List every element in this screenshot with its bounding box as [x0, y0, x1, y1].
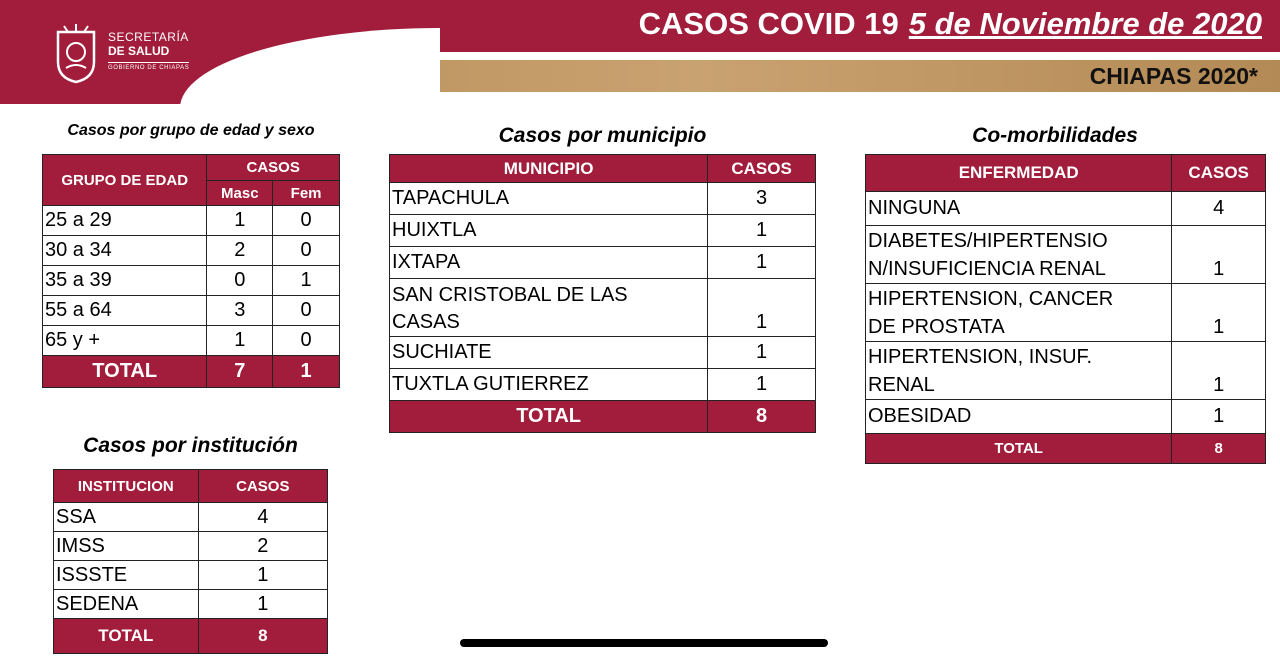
municipio-cases: 1 — [708, 279, 816, 337]
municipio-name: TUXTLA GUTIERREZ — [390, 369, 708, 401]
comorb-cases: 4 — [1172, 192, 1266, 226]
age-masc: 3 — [207, 296, 273, 326]
logo-line-3: GOBIERNO DE CHIAPAS — [108, 62, 189, 71]
table-row — [390, 369, 816, 401]
comorbidities-table — [865, 154, 1266, 464]
age-masc: 0 — [207, 266, 273, 296]
municipio-cases: 1 — [708, 369, 816, 401]
total-row — [866, 434, 1266, 464]
comorb-cases: 1 — [1172, 342, 1266, 400]
municipio-col-name: MUNICIPIO — [390, 155, 708, 183]
municipio-name-line1: SAN CRISTOBAL DE LAS — [392, 284, 628, 306]
logo-line-1: SECRETARÍA — [108, 30, 189, 44]
municipio-cases: 1 — [708, 337, 816, 369]
comorb-name-line1: DIABETES/HIPERTENSIO — [868, 230, 1108, 252]
municipio-name: SUCHIATE — [390, 337, 708, 369]
age-col-fem: Fem — [273, 181, 340, 206]
ministry-logo-text — [108, 30, 189, 71]
total-fem: 1 — [273, 356, 340, 388]
total-row — [390, 401, 816, 433]
comorb-name-line2: RENAL — [868, 374, 935, 396]
comorb-name: OBESIDAD — [866, 400, 1172, 434]
table-row — [54, 561, 328, 590]
municipio-name-line2: CASAS — [392, 311, 460, 333]
total-row — [54, 619, 328, 654]
institucion-section-title: Casos por institución — [83, 434, 298, 457]
total-row — [43, 356, 340, 388]
table-row — [866, 342, 1266, 400]
municipio-name: IXTAPA — [390, 247, 708, 279]
institucion-cases: 1 — [198, 590, 327, 619]
age-sex-table — [42, 154, 340, 388]
total-label: TOTAL — [54, 619, 199, 654]
age-fem: 1 — [273, 266, 340, 296]
page-title — [639, 6, 1262, 42]
table-row — [866, 226, 1266, 284]
total-cases: 8 — [708, 401, 816, 433]
age-fem: 0 — [273, 296, 340, 326]
age-fem: 0 — [273, 326, 340, 356]
institucion-table — [53, 469, 328, 654]
institucion-name: SEDENA — [54, 590, 199, 619]
table-row — [390, 247, 816, 279]
table-row — [43, 206, 340, 236]
comorb-name — [866, 226, 1172, 284]
comorb-name: NINGUNA — [866, 192, 1172, 226]
region-subtitle: CHIAPAS 2020* — [1089, 63, 1258, 89]
institucion-name: ISSSTE — [54, 561, 199, 590]
comorb-name-line1: HIPERTENSION, INSUF. — [868, 346, 1093, 368]
institucion-col-name: INSTITUCION — [54, 470, 199, 503]
age-fem: 0 — [273, 236, 340, 266]
age-col-group: GRUPO DE EDAD — [43, 155, 207, 206]
report-date: 5 de Noviembre de 2020 — [908, 6, 1262, 41]
total-label: TOTAL — [43, 356, 207, 388]
home-indicator[interactable] — [460, 639, 828, 647]
municipio-name — [390, 279, 708, 337]
table-row — [390, 337, 816, 369]
logo-line-2: DE SALUD — [108, 44, 170, 58]
comorb-name — [866, 284, 1172, 342]
age-section-title: Casos por grupo de edad y sexo — [67, 122, 315, 139]
municipio-cases: 3 — [708, 183, 816, 215]
age-fem: 0 — [273, 206, 340, 236]
age-masc: 1 — [207, 326, 273, 356]
table-row — [866, 192, 1266, 226]
age-masc: 2 — [207, 236, 273, 266]
table-row — [43, 296, 340, 326]
total-cases: 8 — [1172, 434, 1266, 464]
comorb-section-title: Co-morbilidades — [972, 124, 1138, 147]
institucion-name: IMSS — [54, 532, 199, 561]
total-label: TOTAL — [866, 434, 1172, 464]
table-row — [390, 279, 816, 337]
age-group: 55 a 64 — [43, 296, 207, 326]
table-row — [54, 503, 328, 532]
comorb-cases: 1 — [1172, 226, 1266, 284]
table-row — [390, 183, 816, 215]
age-group: 30 a 34 — [43, 236, 207, 266]
table-row — [43, 236, 340, 266]
comorb-cases: 1 — [1172, 400, 1266, 434]
coat-of-arms-icon — [52, 22, 100, 84]
age-group: 35 a 39 — [43, 266, 207, 296]
comorb-name-line1: HIPERTENSION, CANCER — [868, 288, 1114, 310]
municipio-cases: 1 — [708, 215, 816, 247]
comorb-col-cases: CASOS — [1172, 155, 1266, 192]
table-row — [866, 400, 1266, 434]
institucion-name: SSA — [54, 503, 199, 532]
table-row — [43, 266, 340, 296]
table-row — [866, 284, 1266, 342]
institucion-cases: 1 — [198, 561, 327, 590]
table-row — [43, 326, 340, 356]
age-group: 25 a 29 — [43, 206, 207, 236]
institucion-col-cases: CASOS — [198, 470, 327, 503]
institucion-cases: 4 — [198, 503, 327, 532]
age-masc: 1 — [207, 206, 273, 236]
municipio-section-title: Casos por municipio — [498, 124, 707, 147]
table-row — [390, 215, 816, 247]
comorb-name-line2: N/INSUFICIENCIA RENAL — [868, 258, 1106, 280]
comorb-name-line2: DE PROSTATA — [868, 316, 1005, 338]
municipio-cases: 1 — [708, 247, 816, 279]
total-label: TOTAL — [390, 401, 708, 433]
table-row — [54, 590, 328, 619]
table-row — [54, 532, 328, 561]
municipio-name: HUIXTLA — [390, 215, 708, 247]
age-group: 65 y + — [43, 326, 207, 356]
age-col-masc: Masc — [207, 181, 273, 206]
total-cases: 8 — [198, 619, 327, 654]
municipio-table — [389, 154, 816, 433]
comorb-col-name: ENFERMEDAD — [866, 155, 1172, 192]
total-masc: 7 — [207, 356, 273, 388]
municipio-name: TAPACHULA — [390, 183, 708, 215]
municipio-col-cases: CASOS — [708, 155, 816, 183]
comorb-cases: 1 — [1172, 284, 1266, 342]
age-col-cases: CASOS — [207, 155, 340, 181]
title-text: CASOS COVID 19 — [638, 6, 899, 41]
comorb-name — [866, 342, 1172, 400]
institucion-cases: 2 — [198, 532, 327, 561]
